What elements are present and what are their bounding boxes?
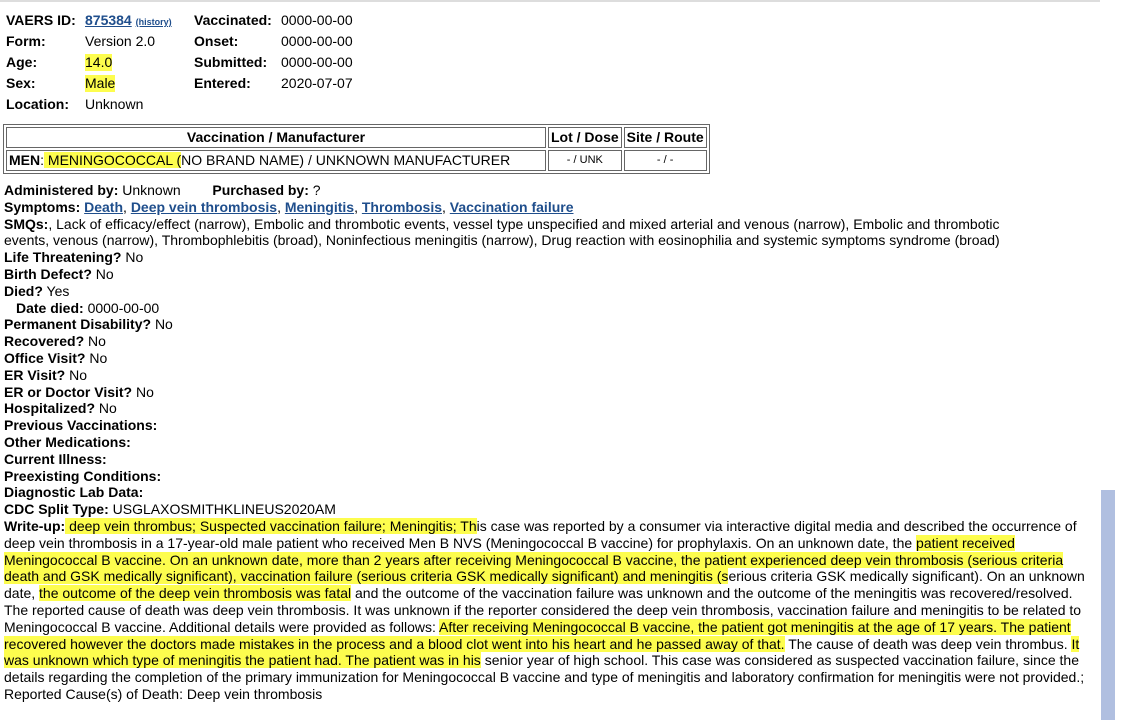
life-threatening-value: No [125, 249, 144, 266]
symptom-link-deep-vein-thrombosis[interactable]: Deep vein thrombosis [130, 198, 278, 215]
sex-label: Sex: [6, 75, 36, 91]
vaccine-name-highlighted: MENINGOCOCCAL ( [44, 151, 182, 168]
symptom-link-death[interactable]: Death [84, 198, 124, 215]
date-died-label: Date died: [16, 299, 84, 316]
write-up-segment: and the outcome of the vaccination failure was unknown and the outcome of the meningitis was recovered/resolved. The reported cause of death was deep vein thrombosis. It was unknown if the reporter considered the deep vein thrombosis, vaccination failure and meningitis to be related to Meningococcal B vaccine. Additional details were provided as follows: [4, 585, 1082, 635]
table-row [6, 150, 707, 171]
write-up [4, 518, 1096, 703]
write-up-highlighted-segment: patient received Meningococcal B vaccine. On an unknown date, more than 2 years after receiving Meningococcal B vaccine, the patient experienced deep vein thrombosis (serious criteria death and GSK medically significant), vaccination failure (serious criteria GSK medically significant) and meningitis (s [4, 534, 1064, 585]
age-label: Age: [6, 54, 38, 70]
vaers-id-label: VAERS ID: [6, 12, 76, 28]
vaccine-code: MEN [9, 151, 41, 168]
cdc-split-type-value: USGLAXOSMITHKLINEUS2020AM [112, 501, 336, 518]
office-visit-label: Office Visit? [4, 349, 86, 366]
er-doctor-visit-label: ER or Doctor Visit? [4, 383, 133, 400]
vaccinated-value: 0000-00-00 [281, 12, 353, 28]
hospitalized-value: No [98, 400, 117, 417]
other-medications-label: Other Medications: [4, 433, 131, 450]
write-up-segment: erious criteria GSK medically significant). On an unknown date, [4, 568, 1085, 602]
vaccination-table-header [6, 127, 707, 148]
preexisting-conditions-label: Preexisting Conditions: [4, 467, 162, 484]
recovered-value: No [88, 333, 106, 350]
onset-value: 0000-00-00 [281, 33, 353, 49]
submitted-label: Submitted: [194, 54, 268, 70]
sex-value: Male [85, 75, 116, 91]
vaccine-name-rest: NO BRAND NAME) / UNKNOWN MANUFACTURER [181, 151, 511, 168]
vaccine-name-cell [6, 150, 546, 171]
vaccine-sep: : [40, 151, 45, 168]
vaccination-table [3, 124, 710, 174]
er-doctor-visit-value: No [135, 383, 154, 400]
form-label: Form: [6, 33, 46, 49]
col-lot-dose: Lot / Dose [548, 127, 622, 148]
form-value: Version 2.0 [85, 33, 156, 49]
onset-label: Onset: [194, 33, 239, 49]
birth-defect-label: Birth Defect? [4, 265, 92, 282]
col-site-route: Site / Route [624, 127, 707, 148]
purchased-by-value: ? [312, 182, 321, 198]
history-link[interactable]: (history) [135, 17, 172, 27]
vaccinated-label: Vaccinated: [194, 12, 272, 28]
age-value: 14.0 [85, 54, 113, 70]
died-label: Died? [4, 282, 43, 299]
office-visit-value: No [89, 349, 108, 366]
vaers-id-link[interactable]: 875384 [85, 12, 132, 28]
symptom-link-meningitis[interactable]: Meningitis [284, 198, 355, 215]
er-visit-label: ER Visit? [4, 366, 66, 383]
previous-vaccinations-label: Previous Vaccinations: [4, 417, 158, 434]
cdc-split-type-label: CDC Split Type: [4, 501, 109, 518]
write-up-highlighted-segment: After receiving Meningococcal B vaccine, the patient got meningitis at the age of 17 years. The patient recovered however the doctors made mistakes in the process and a blood clot went into his heart and he passed away of that. [4, 618, 1071, 652]
smqs-line-2: events, venous (narrow), Thrombophlebitis (broad), Noninfectious meningitis (narrow), Drug reaction with eosinophilia and systemic symptoms syndrome (broad) [4, 232, 1000, 249]
er-visit-value: No [69, 366, 87, 383]
entered-value: 2020-07-07 [281, 75, 353, 91]
location-label: Location: [6, 96, 69, 112]
smqs-line-1: , Lack of efficacy/effect (narrow), Embolic and thrombotic events, vessel type unspecified and mixed arterial and venous (narrow), Embolic and thrombotic [48, 215, 1000, 232]
administered-by-value: Unknown [122, 182, 181, 198]
lot-dose-cell: - / UNK [548, 150, 622, 171]
write-up-label: Write-up: [4, 517, 66, 534]
diagnostic-lab-data-label: Diagnostic Lab Data: [4, 484, 144, 501]
smqs-label: SMQs: [4, 215, 49, 232]
current-illness-label: Current Illness: [4, 450, 107, 467]
recovered-label: Recovered? [4, 333, 85, 350]
write-up-segment: The cause of death was deep vein thrombus. [784, 635, 1072, 652]
write-up-text [4, 518, 1085, 702]
permanent-disability-value: No [154, 316, 173, 333]
permanent-disability-label: Permanent Disability? [4, 316, 152, 333]
date-died-value: 0000-00-00 [87, 299, 160, 316]
write-up-segment: senior year of high school. This case was considered as suspected vaccination failure, since the details regarding the completion of the primary immunization for Meningococcal B vaccine and type of meningitis and laboratory confirmation for meningitis were not provided.; Reported Cause(s) of Death: Deep vein thrombosis [4, 652, 1085, 702]
symptom-link-vaccination-failure[interactable]: Vaccination failure [449, 198, 574, 215]
life-threatening-label: Life Threatening? [4, 249, 122, 266]
write-up-highlighted-segment: It was unknown which type of meningitis the patient had. The patient was in his [4, 635, 1080, 669]
site-route-cell: - / - [624, 150, 707, 171]
write-up-highlighted-segment: the outcome of the deep vein thrombosis was fatal [39, 585, 352, 602]
hospitalized-label: Hospitalized? [4, 400, 96, 417]
submitted-value: 0000-00-00 [281, 54, 353, 70]
top-divider [0, 0, 1100, 2]
administered-by-label: Administered by: [4, 182, 119, 198]
birth-defect-value: No [95, 265, 114, 282]
symptoms-label: Symptoms: [4, 198, 81, 215]
col-vaccination-manufacturer: Vaccination / Manufacturer [6, 127, 546, 148]
entered-label: Entered: [194, 75, 251, 91]
died-value: Yes [46, 282, 70, 299]
write-up-highlighted-segment: deep vein thrombus; Suspected vaccination failure; Meningitis; Th [65, 517, 477, 534]
symptom-link-thrombosis[interactable]: Thrombosis [361, 198, 442, 215]
location-value: Unknown [85, 96, 144, 112]
scrollbar[interactable] [1101, 490, 1115, 720]
purchased-by-label: Purchased by: [212, 182, 309, 198]
write-up-segment: is case was reported by a consumer via interactive digital media and described the occurrence of deep vein thrombosis in a 17-year-old male patient who received Men B NVS (Meningococcal B vaccine) for prophylaxis. On an unknown date, the [4, 517, 1077, 551]
report-details: Administered by: Unknown Purchased by: ? Symptoms: Death, Deep vein thrombosis, Meningitis, Thrombosis, Vaccination failure SMQs:, Lack of efficacy/effect (narrow), Embolic and thrombotic events, vessel type unspecified and mixed arterial and venous (narrow), Embolic and thrombotic events, venous (narrow), Thrombophlebitis (broad), Noninfectious meningitis (narrow), Drug reaction with eosinophilia and systemic symptoms syndrome (broad) Life Threatening? No Birth Defect? No Died? Yes Date died: 0000-00-00 Permanent Disability? No Recovered? No Office Visit? No ER Visit? No ER or Doctor Visit? No Hospitalized? No Previous Vaccinations: Other Medications: Current Illness: Preexisting Conditions: Diagnostic Lab Data: CDC Split Type: USGLAXOSMITHKLINEUS2020AM Write-up: deep vein thrombus; Suspected vaccination failure; Meningitis; This case was reported by a consumer via interactive digital media and described the occurrence of deep vein thrombosis in a 17-year-old male patient who received Men B NVS (Meningococcal B vaccine) for prophylaxis. On an unknown date, the patient received Meningococcal B vaccine. On an unknown date, more than 2 years after receiving Meningococcal B vaccine, the patient experienced deep vein thrombosis (serious criteria death and GSK medically significant), vaccination failure (serious criteria GSK medically significant) and meningitis (serious criteria GSK medically significant). On an unknown date, the outcome of the deep vein thrombosis was fatal and the outcome of the vaccination failure was unknown and the outcome of the meningitis was recovered/resolved. The reported cause of death was deep vein thrombosis. It was unknown if the reporter considered the deep vein thrombosis, vaccination failure and meningitis to be related to Meningococcal B vaccine. Additional details were provided as follows: After receiving Meningococcal B vaccine, the patient got meningitis at the age of 17 years. The patient recovered however the doctors made mistakes in the process and a blood clot went into his heart and he passed away of that. The cause of death was deep vein thrombus. It was unknown which type of meningitis the patient had. The patient was in his senior year of high school. This case was considered as suspected vaccination failure, since the details regarding the completion of the primary immunization for Meningococcal B vaccine and type of meningitis and laboratory confirmation for meningitis were not provided.; Reported Cause(s) of Death: Deep vein thrombosis [4, 182, 1096, 703]
